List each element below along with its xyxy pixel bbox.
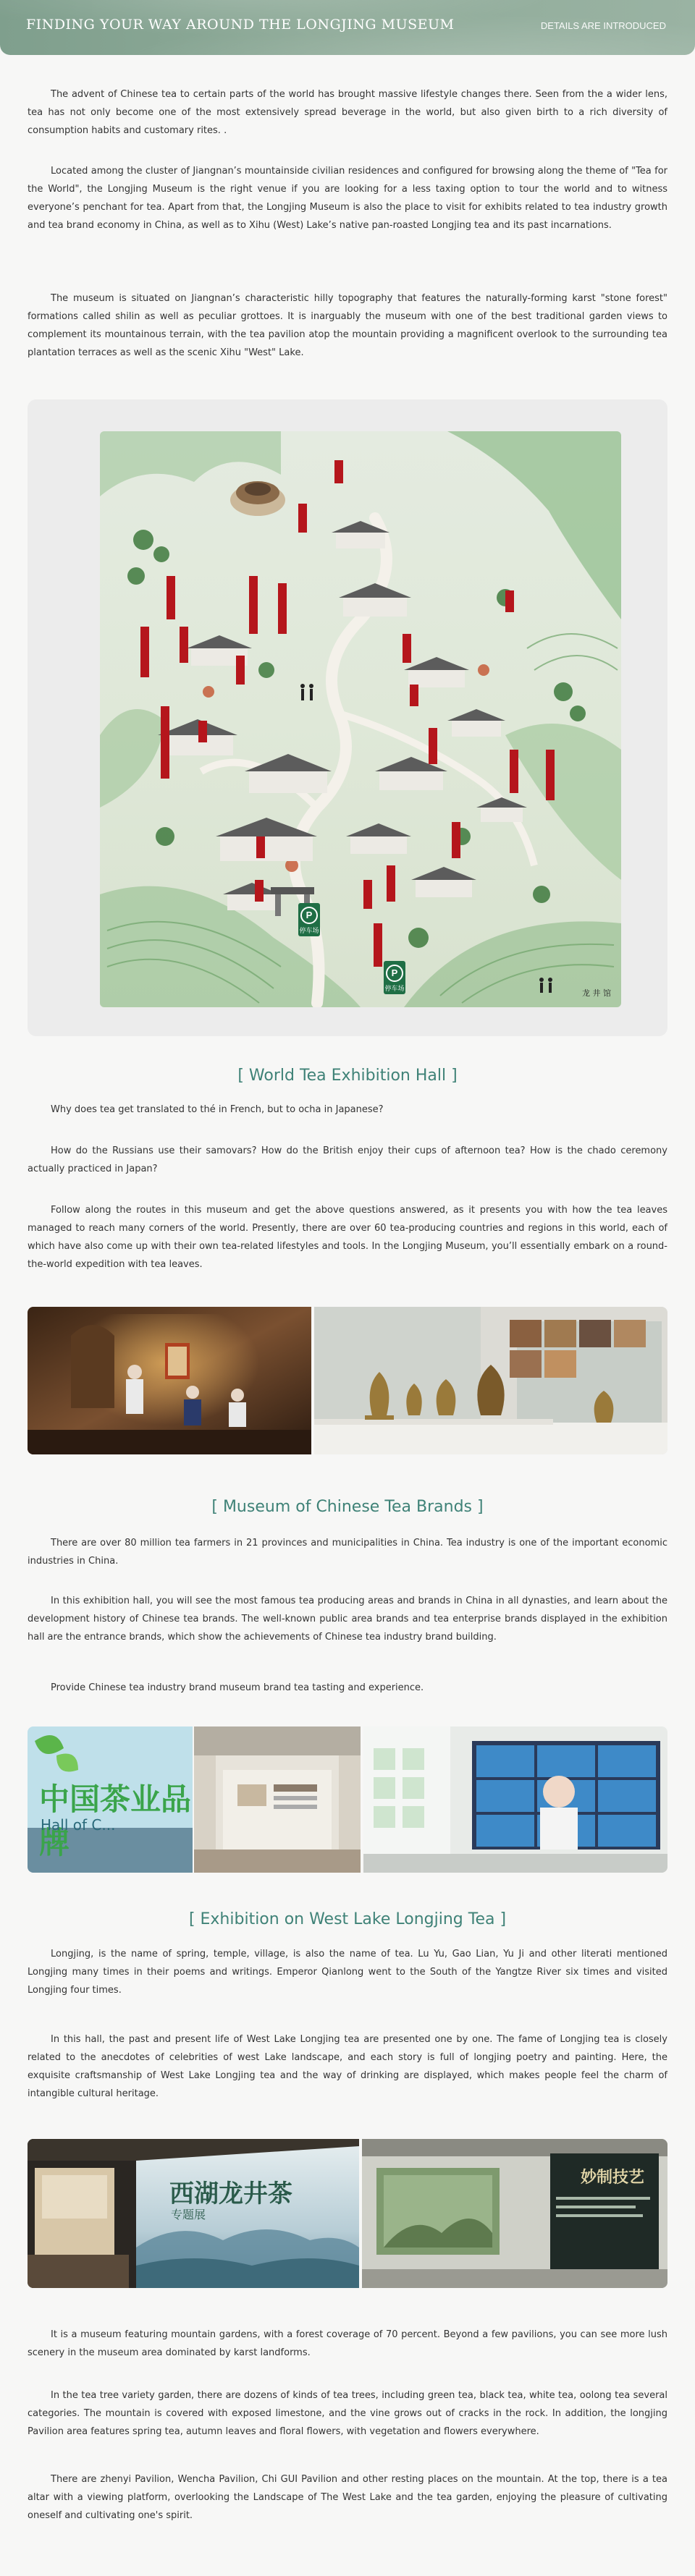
brands-hall-paragraph-3: Provide Chinese tea industry brand museum brand tea tasting and experience. — [51, 1682, 424, 1693]
header-banner — [0, 0, 695, 55]
brand-hall-sign-cn: 中国茶业品牌 — [39, 1781, 192, 1860]
closing-paragraph-1: It is a museum featuring mountain gardens, with a forest coverage of 70 percent. Beyond a few pavilions, you can see more lush scenery in the museum area dominated by karst landforms. — [28, 2329, 667, 2358]
map-caption: 龙 井 馆 — [582, 988, 611, 998]
header-subtitle: DETAILS ARE INTRODUCED — [540, 20, 666, 31]
west-lake-sign-subtitle: 专题展 — [171, 2208, 206, 2221]
intro-paragraph-3: The museum is situated on Jiangnan’s characteristic hilly topography that features the naturally-forming karst "stone forest" formations called shilin as well as peculiar grottoes. It is inarguably the museum with one of the best traditional garden views to complement its mountainous terrain, with the tea pavilion atop the mountain providing a magnificent overlook to the surrounding tea plantation terraces as well as the scenic Xihu "West" Lake. — [28, 293, 667, 358]
map-illustration — [100, 431, 621, 1007]
closing-paragraph-3: There are zhenyi Pavilion, Wencha Pavilion, Chi GUI Pavilion and other resting places on the mountain. At the top, there is a tea altar with a viewing platform, overlooking the Landscape of The West Lake and the tea garden, enjoying the pleasure of cultivating oneself and cultivating one's spirit. — [28, 2474, 667, 2521]
parking-icon: P — [386, 965, 403, 982]
world-hall-paragraph-1: Why does tea get translated to thé in French, but to ocha in Japanese? — [51, 1104, 384, 1115]
section-title-tea-brands: [ Museum of Chinese Tea Brands ] — [211, 1498, 484, 1516]
parking-icon: P — [300, 907, 318, 924]
photo-west-lake-exhibit — [28, 2139, 359, 2288]
west-lake-sign-title: 西湖龙井茶 — [169, 2179, 292, 2208]
photo-tea-exhibit-figures — [28, 1307, 311, 1454]
parking-marker-2[interactable] — [384, 961, 405, 994]
section-title-west-lake: [ Exhibition on West Lake Longjing Tea ] — [188, 1910, 507, 1928]
photo-brand-hall-gallery — [194, 1726, 361, 1873]
parking-label-2: 停车场 — [384, 985, 405, 992]
page-title: FINDING YOUR WAY AROUND THE LONGJING MUSEUM — [26, 17, 455, 33]
photo-brand-hall-screen — [363, 1726, 667, 1873]
intro-paragraph-1: The advent of Chinese tea to certain parts of the world has brought massive lifestyle changes there. Seen from the a wider lens, tea has not only become one of the most extensively spread beverage in the world, but also given birth to a rich diversity of consumption habits and customary rites. . — [28, 89, 667, 136]
parking-marker-1[interactable] — [298, 903, 320, 936]
parking-label-1: 停车场 — [299, 927, 319, 934]
brands-hall-paragraph-1: There are over 80 million tea farmers in 21 provinces and municipalities in China. Tea industry is one of the important economic industries in China. — [28, 1538, 667, 1567]
museum-map[interactable] — [100, 431, 621, 1007]
intro-paragraph-2: Located among the cluster of Jiangnan’s mountainside civilian residences and configured for browsing along the theme of "Tea for the World", the Longjing Museum is the right venue if you are looking for a less taxing option to tour the world and to witness everyone’s penchant for tea. Apart from that, the Longjing Museum is also the place to visit for exhibits related to tea industry growth and tea brand economy in China, as well as to Xihu (West) Lake’s native pan-roasted Longjing tea and its past incarnations. — [28, 166, 667, 231]
photo-craftsmanship-exhibit — [362, 2139, 667, 2288]
photo-samovar-display — [314, 1307, 667, 1454]
westlake-paragraph-2: In this hall, the past and present life of West Lake Longjing tea are presented one by one. The fame of Longjing tea is closely related to the anecdotes of celebrities of west Lake landscape, and each story is full of longjing poetry and painting. Here, the exquisite craftsmanship of West Lake Longjing tea and the way of drinking are displayed, which makes people feel the charm of intangible cultural heritage. — [28, 2034, 667, 2099]
westlake-paragraph-1: Longjing, is the name of spring, temple, village, is also the name of tea. Lu Yu, Gao Lian, Yu Ji and other literati mentioned Longjing many times in their poems and writings. Emperor Qianlong went to the South of the Yangtze River six times and visited Longjing four times. — [28, 1949, 667, 1996]
brands-hall-paragraph-2: In this exhibition hall, you will see the most famous tea producing areas and brands in China in all dynasties, and learn about the development history of Chinese tea brands. The well-known public area brands and tea enterprise brands displayed in the exhibition hall are the entrance brands, which show the achievements of Chinese tea industry brand building. — [28, 1596, 667, 1643]
photo-brand-hall-sign — [28, 1726, 193, 1873]
brand-hall-sign-en: Hall of C... — [41, 1816, 116, 1834]
closing-paragraph-2: In the tea tree variety garden, there are dozens of kinds of tea trees, including green tea, black tea, white tea, oolong tea several categories. The mountain is covered with exposed limestone, and the vine grows out of cracks in the rock. In addition, the longjing Pavilion area features spring tea, autumn leaves and floral flowers, with vegetation and flowers everywhere. — [28, 2390, 667, 2437]
section-title-world-tea: [ World Tea Exhibition Hall ] — [237, 1067, 458, 1085]
world-hall-paragraph-2: How do the Russians use their samovars? How do the British enjoy their cups of afternoon tea? How is the chado ceremony actually practiced in Japan? — [28, 1145, 667, 1174]
craftsmanship-sign: 妙制技艺 — [581, 2169, 645, 2187]
world-hall-paragraph-3: Follow along the routes in this museum and get the above questions answered, as it presents you with how the tea leaves managed to reach many corners of the world. Presently, there are over 60 tea-producing countries and regions in this world, each of which have also come up with their own tea-related lifestyles and tools. In the Longjing Museum, you’ll essentially embark on a round-the-world expedition with tea leaves. — [28, 1205, 667, 1270]
